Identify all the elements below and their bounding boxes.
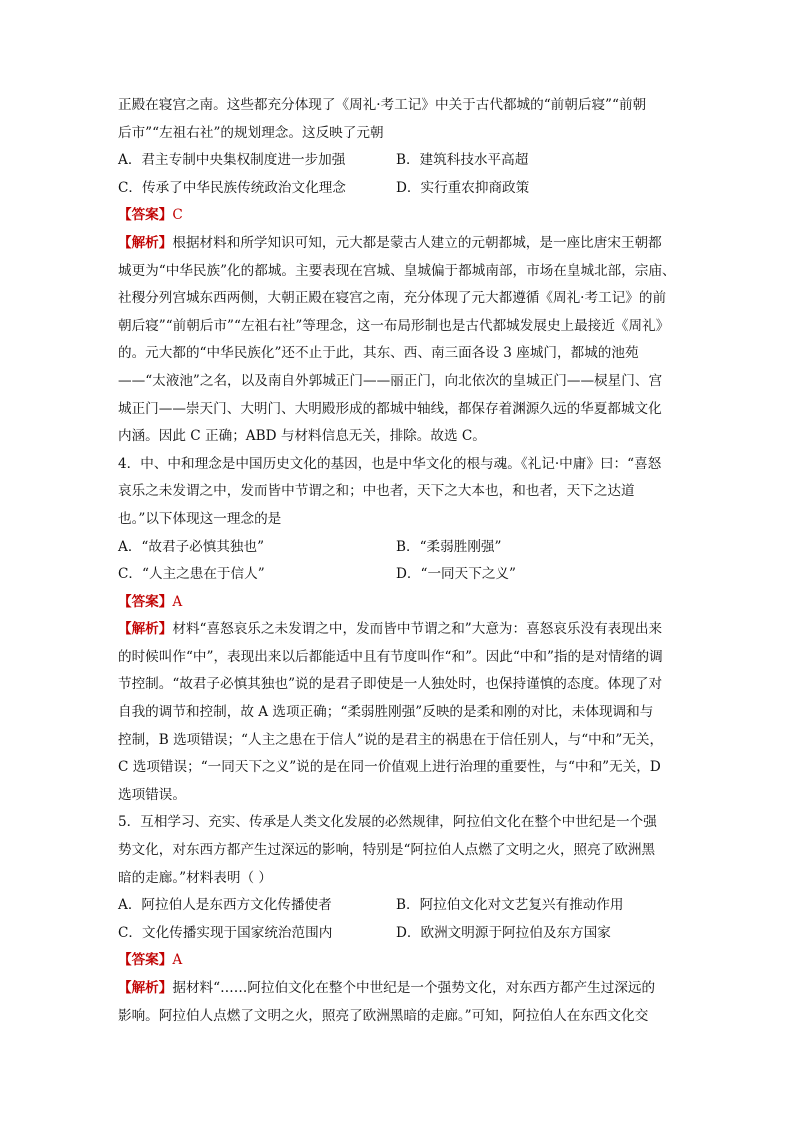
answer-line bbox=[118, 589, 684, 617]
question-5 bbox=[118, 809, 684, 1030]
answer-value: A bbox=[172, 593, 183, 610]
analysis-line: 城更为“中华民族”化的都城。主要表现在宫城、皇城偏于都城南部，市场在皇城北部，宗庙、 bbox=[118, 262, 676, 279]
question-stem-line: 暗的走廊。”材料表明（ ） bbox=[118, 869, 273, 886]
option-a: A．君主专制中央集权制度进一步加强 bbox=[118, 152, 346, 169]
analysis-line bbox=[118, 975, 684, 1003]
analysis-line: 朝后寝”“前朝后市”“左祖右社”等理念，这一布局形制也是古代都城发展史上最接近《周礼》 bbox=[118, 317, 670, 334]
analysis-line bbox=[118, 230, 684, 258]
options-row bbox=[118, 147, 684, 175]
analysis-line: ——“太液池”之名，以及南自外郭城正门——丽正门，向北依次的皇城正门——棂星门、宫 bbox=[118, 372, 663, 389]
option-b: B．建筑科技水平高超 bbox=[396, 152, 529, 169]
options-row bbox=[118, 920, 684, 948]
analysis-line: 节控制。“故君子必慎其独也”说的是君子即使是一人独处时，也保持谨慎的态度。体现了对 bbox=[118, 676, 663, 693]
option-a: A．阿拉伯人是东西方文化传播使者 bbox=[118, 897, 332, 914]
answer-line bbox=[118, 947, 684, 975]
analysis-line: 影响。阿拉伯人点燃了文明之火，照亮了欧洲黑暗的走廊。”可知，阿拉伯人在东西文化交 bbox=[118, 1007, 649, 1024]
option-b: B．“柔弱胜刚强” bbox=[396, 538, 502, 555]
analysis-line: 控制，B 选项错误；“人主之患在于信人”说的是君主的祸患在于信任别人，与“中和”无关， bbox=[118, 731, 664, 748]
option-d: D．欧洲文明源于阿拉伯及东方国家 bbox=[396, 924, 611, 941]
analysis-tag: 【解析】 bbox=[118, 980, 173, 996]
analysis-line: 的时候叫作“中”，表现出来以后都能适中且有节度叫作“和”。因此“中和”指的是对情绪的调 bbox=[118, 648, 663, 665]
option-d: D．实行重农抑商政策 bbox=[396, 179, 530, 196]
options-row bbox=[118, 561, 684, 589]
question-stem-line: 也。”以下体现这一理念的是 bbox=[118, 510, 282, 527]
analysis-line: C 选项错误；“一同天下之义”说的是在同一价值观上进行治理的重要性，与“中和”无关，D bbox=[118, 759, 661, 776]
question-3 bbox=[118, 92, 684, 451]
option-c: C．“人主之患在于信人” bbox=[118, 566, 265, 583]
question-4 bbox=[118, 451, 684, 810]
question-stem-line: 势文化，对东西方都产生过深远的影响，特别是“阿拉伯人点燃了文明之火，照亮了欧洲黑 bbox=[118, 842, 656, 859]
analysis-line: 自我的调节和控制，故 A 选项正确；“柔弱胜刚强”反映的是柔和刚的对比，未体现调和与 bbox=[118, 704, 654, 721]
option-c: C．文化传播实现于国家统治范围内 bbox=[118, 924, 333, 941]
analysis-tag: 【解析】 bbox=[118, 234, 173, 251]
analysis-line: 内涵。因此 C 正确；ABD 与材料信息无关，排除。故选 C。 bbox=[118, 428, 486, 445]
option-c: C．传承了中华民族传统政治文化理念 bbox=[118, 179, 346, 196]
options-row bbox=[118, 175, 684, 203]
options-row bbox=[118, 534, 684, 562]
analysis-line: 的。元大都的“中华民族化”还不止于此，其东、西、南三面各设 3 座城门，都城的池苑 bbox=[118, 345, 639, 362]
answer-line bbox=[118, 202, 684, 230]
analysis-text: 据材料“……阿拉伯文化在整个中世纪是一个强势文化，对东西方都产生过深远的 bbox=[172, 980, 656, 996]
analysis-text: 根据材料和所学知识可知，元大都是蒙古人建立的元朝都城，是一座比唐宋王朝都 bbox=[172, 234, 662, 251]
question-stem-line: 正殿在寝宫之南。这些都充分体现了《周礼·考工记》中关于古代都城的“前朝后寝”“前朝 bbox=[118, 97, 647, 113]
document-page bbox=[118, 92, 684, 1030]
option-b: B．阿拉伯文化对文艺复兴有推动作用 bbox=[396, 897, 624, 914]
answer-tag: 【答案】 bbox=[118, 207, 173, 224]
answer-value: A bbox=[172, 952, 183, 969]
analysis-line: 城正门——崇天门、大明门、大明殿形成的都城中轴线，都保存着渊源久远的华夏都城文化 bbox=[118, 400, 662, 417]
question-stem-line: 4．中、中和理念是中国历史文化的基因，也是中华文化的根与魂。《礼记·中庸》曰：“喜怒 bbox=[118, 455, 662, 472]
analysis-text: 材料“喜怒哀乐之未发谓之中，发而皆中节谓之和”大意为：喜怒哀乐没有表现出来 bbox=[172, 621, 663, 638]
option-d: D．“一同天下之义” bbox=[396, 566, 516, 583]
answer-value: C bbox=[172, 207, 183, 224]
answer-tag: 【答案】 bbox=[118, 952, 173, 969]
analysis-tag: 【解析】 bbox=[118, 621, 173, 638]
analysis-line bbox=[118, 616, 684, 644]
question-stem-line: 5．互相学习、充实、传承是人类文化发展的必然规律，阿拉伯文化在整个中世纪是一个强 bbox=[118, 814, 657, 831]
question-stem-line: 后市”“左祖右社”的规划理念。这反映了元朝 bbox=[118, 124, 384, 141]
options-row bbox=[118, 892, 684, 920]
answer-tag: 【答案】 bbox=[118, 593, 173, 610]
option-a: A．“故君子必慎其独也” bbox=[118, 538, 265, 555]
analysis-line: 社稷分列宫城东西两侧，大朝正殿在寝宫之南，充分体现了元大都遵循《周礼·考工记》的前 bbox=[118, 290, 667, 307]
analysis-line: 选项错误。 bbox=[118, 786, 186, 803]
question-stem-line: 哀乐之未发谓之中，发而皆中节谓之和；中也者，天下之大本也，和也者，天下之达道 bbox=[118, 483, 635, 500]
